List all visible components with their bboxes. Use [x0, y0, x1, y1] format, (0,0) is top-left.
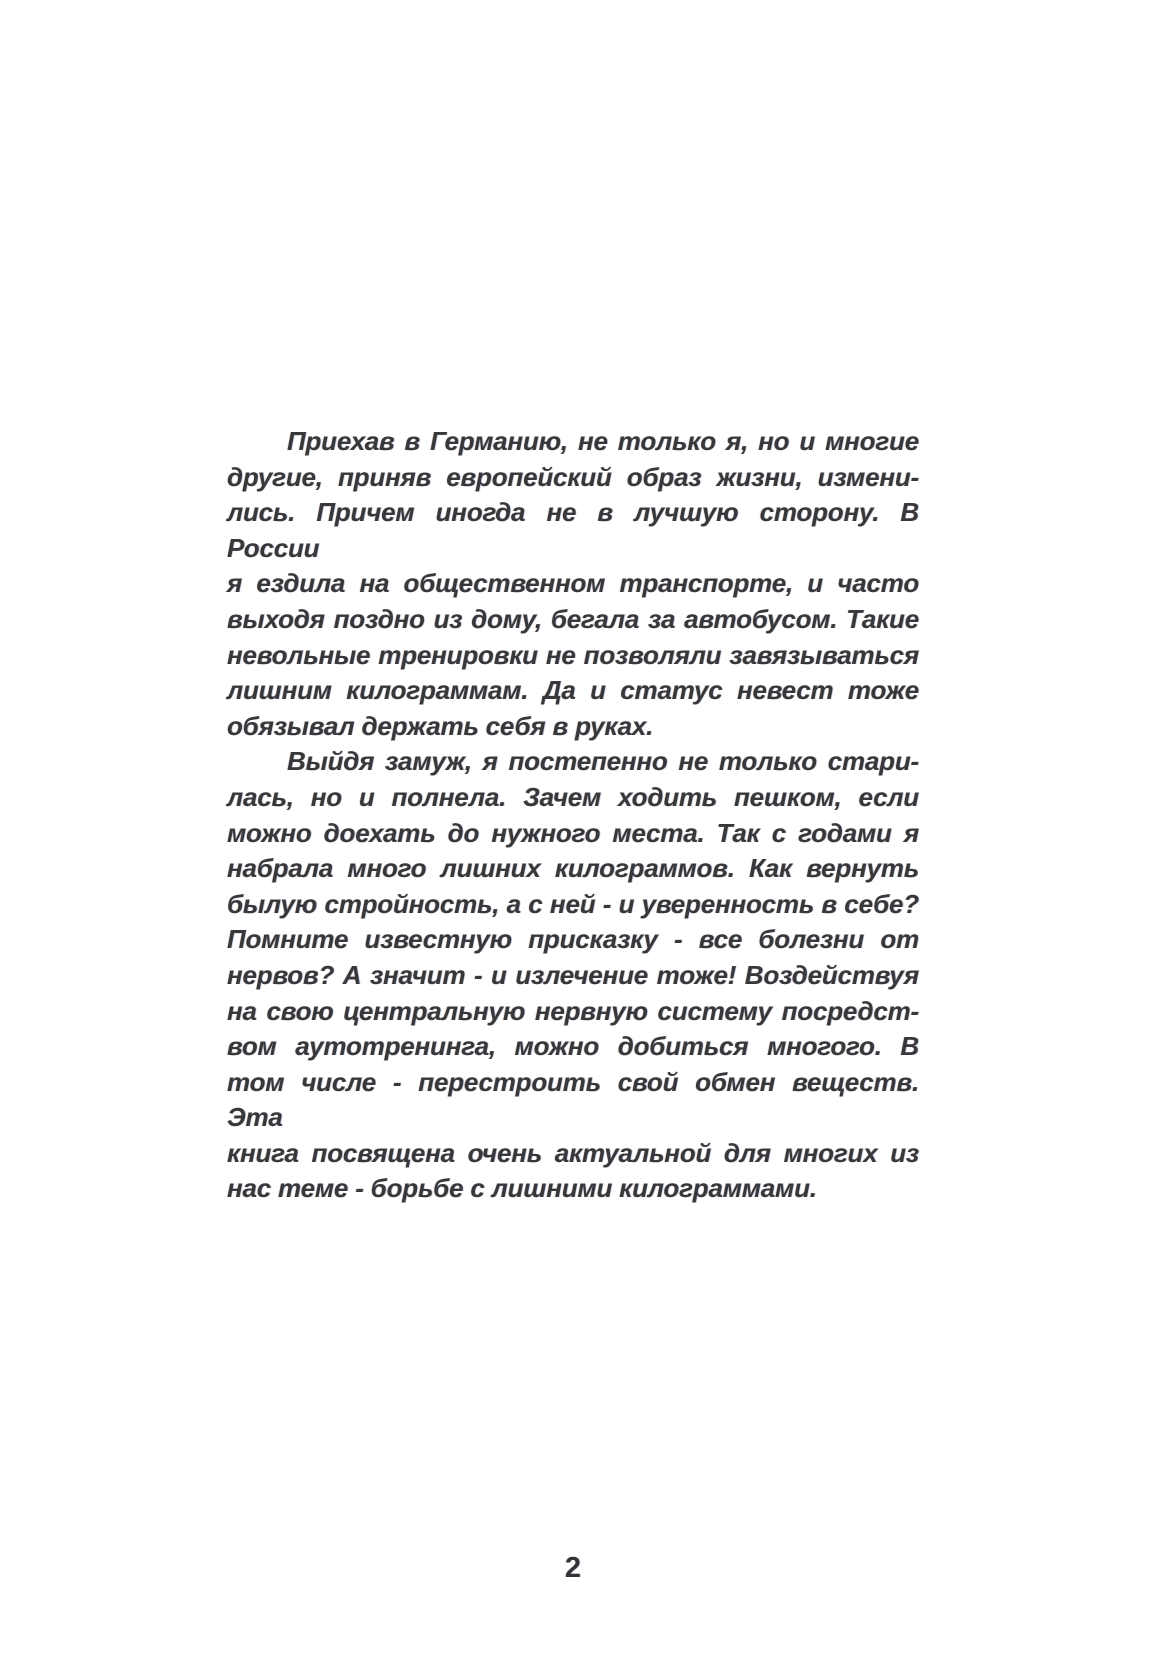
- text-line: невольные тренировки не позволяли завязываться: [227, 639, 919, 670]
- page-number: 2: [564, 1552, 582, 1584]
- text-line: лась, но и полнела. Зачем ходить пешком, если: [227, 781, 919, 812]
- text-line: том числе - перестроить свой обмен веществ. Эта: [227, 1066, 919, 1133]
- text-line: Выйдя замуж, я постепенно не только стари-: [287, 746, 919, 777]
- text-line: былую стройность, а с ней - и уверенность в себе?: [227, 888, 919, 919]
- text-line: вом аутотренинга, можно добиться многого. В: [227, 1031, 919, 1062]
- text-line: выходя поздно из дому, бегала за автобусом. Такие: [227, 603, 919, 634]
- body-text: [227, 424, 919, 1207]
- text-line: книга посвящена очень актуальной для многих из: [227, 1137, 919, 1168]
- text-line: Приехав в Германию, не только я, но и многие: [287, 426, 919, 456]
- text-line: Помните известную присказку - все болезни от: [227, 924, 919, 955]
- text-line: нас теме - борьбе с лишними килограммами.: [227, 1173, 817, 1204]
- text-line: обязывал держать себя в руках.: [227, 710, 654, 741]
- text-line: на свою центральную нервную систему посредст-: [227, 995, 919, 1026]
- text-line: лишним килограммам. Да и статус невест тоже: [227, 675, 919, 706]
- text-line: лись. Причем иногда не в лучшую сторону. В России: [227, 497, 919, 563]
- text-line: нервов? А значит - и излечение тоже! Воздействуя: [227, 959, 919, 990]
- text-line: набрала много лишних килограммов. Как вернуть: [227, 853, 919, 884]
- text-line: другие, приняв европейский образ жизни, измени-: [227, 461, 919, 492]
- text-line: я ездила на общественном транспорте, и часто: [227, 568, 919, 599]
- text-line: можно доехать до нужного места. Так с годами я: [227, 817, 919, 848]
